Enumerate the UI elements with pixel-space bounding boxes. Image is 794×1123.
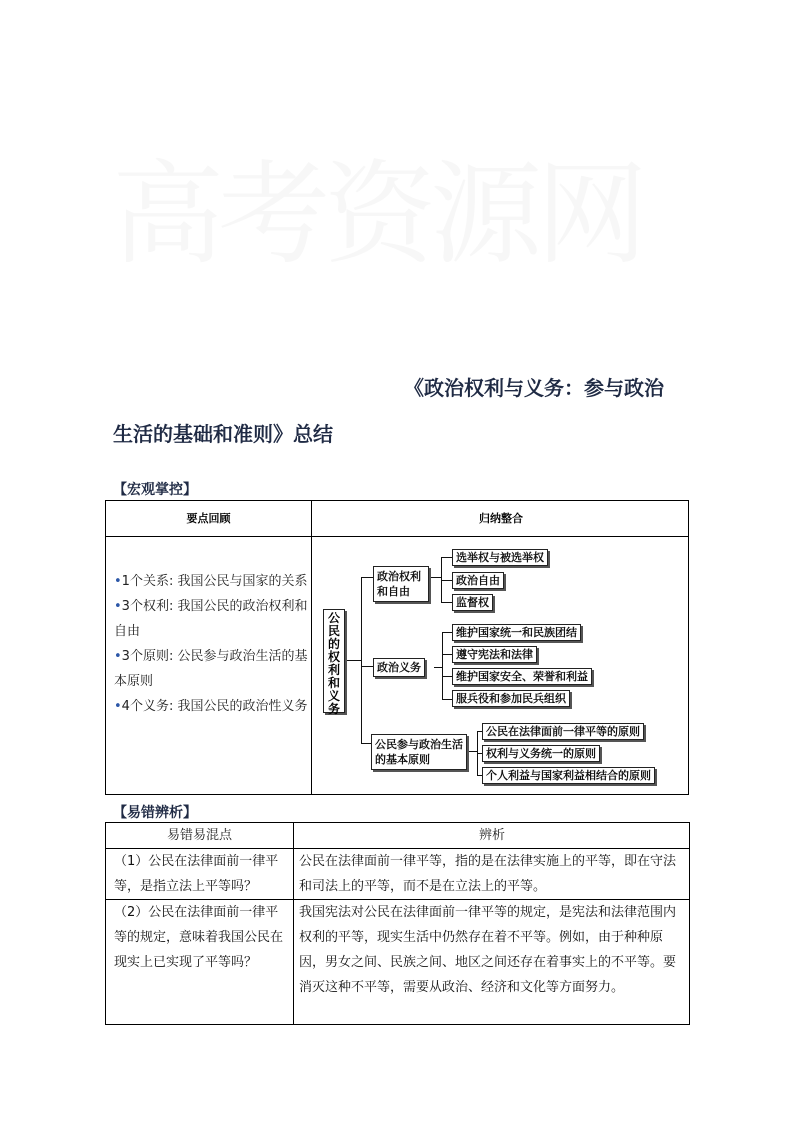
branch-political-duties: 政治义务 bbox=[373, 658, 425, 677]
connector-line bbox=[442, 699, 452, 700]
header-analysis: 辨析 bbox=[478, 828, 505, 843]
header-key-points: 要点回顾 bbox=[186, 512, 231, 525]
header-summary: 归纳整合 bbox=[479, 512, 523, 525]
leaf-node: 选举权与被选举权 bbox=[452, 549, 548, 566]
section-label-error-analysis: 【易错辨析】 bbox=[113, 805, 197, 821]
branch-political-rights: 政治权利和自由 bbox=[373, 566, 429, 602]
table-cell-question: （2）公民在法律面前一律平等的规定，意味着我国公民在现实上已实现了平等吗？ bbox=[114, 905, 284, 970]
list-item: •1个关系: 我国公民与国家的关系 bbox=[114, 574, 308, 589]
leaf-node: 个人利益与国家利益相结合的原则 bbox=[482, 767, 655, 784]
leaf-node: 维护国家安全、荣誉和利益 bbox=[452, 668, 592, 685]
table-cell-answer: 公民在法律面前一律平等，指的是在法律实施上的平等，即在守法和司法上的平等，而不是在立法上的平等。 bbox=[299, 854, 677, 894]
connector-line bbox=[469, 751, 477, 752]
overview-table bbox=[105, 500, 689, 795]
table-cell-answer: 我国宪法对公民在法律面前一律平等的规定，是宪法和法律范围内权利的平等，现实生活中仍然存在着不平等。例如，由于种种原因，男女之间、民族之间、地区之间还存在着事实上的不平等。要消灭这种不平等，需要从政治、经济和文化等方面努力。 bbox=[299, 905, 677, 995]
leaf-node: 服兵役和参加民兵组织 bbox=[452, 690, 570, 707]
connector-line bbox=[442, 632, 443, 699]
header-confusion-point: 易错易混点 bbox=[166, 828, 232, 843]
connector-line bbox=[441, 580, 452, 581]
list-item: •3个原则: 公民参与政治生活的基本原则 bbox=[114, 649, 308, 689]
connector-line bbox=[434, 667, 442, 668]
watermark: 高考资源网 bbox=[112, 150, 642, 280]
connector-line bbox=[431, 577, 441, 578]
connector-line bbox=[442, 676, 452, 677]
branch-basic-principles: 公民参与政治生活的基本原则 bbox=[371, 734, 467, 770]
connector-line bbox=[361, 577, 362, 743]
list-item: •4个义务: 我国公民的政治性义务 bbox=[114, 699, 308, 714]
bullet-icon: • bbox=[114, 599, 122, 614]
list-item: •3个权利: 我国公民的政治权利和自由 bbox=[114, 599, 308, 639]
connector-line bbox=[442, 654, 452, 655]
document-title-line-2: 生活的基础和准则》总结 bbox=[113, 422, 333, 446]
connector-line bbox=[442, 632, 452, 633]
table-divider bbox=[293, 823, 294, 1024]
leaf-node: 政治自由 bbox=[452, 572, 504, 589]
connector-line bbox=[361, 743, 371, 744]
error-analysis-table bbox=[105, 822, 690, 1025]
leaf-node: 维护国家统一和民族团结 bbox=[452, 624, 581, 641]
bullet-icon: • bbox=[114, 574, 122, 589]
section-label-overview: 【宏观掌控】 bbox=[113, 482, 197, 498]
connector-line bbox=[361, 666, 373, 667]
table-cell-question: （1）公民在法律面前一律平等，是指立法上平等吗？ bbox=[114, 854, 279, 894]
connector-line bbox=[361, 577, 373, 578]
mindmap-root: 公民的权利和义务 bbox=[323, 609, 345, 713]
connector-line bbox=[347, 660, 361, 661]
key-points-list bbox=[114, 569, 308, 719]
leaf-node: 权利与义务统一的原则 bbox=[482, 745, 600, 762]
document-title-line-1: 《政治权利与义务：参与政治 bbox=[404, 376, 664, 400]
bullet-icon: • bbox=[114, 699, 122, 714]
leaf-node: 监督权 bbox=[452, 594, 493, 611]
bullet-icon: • bbox=[114, 649, 122, 664]
mind-map bbox=[312, 537, 690, 795]
connector-line bbox=[441, 557, 452, 558]
leaf-node: 公民在法律面前一律平等的原则 bbox=[482, 723, 644, 740]
connector-line bbox=[441, 602, 452, 603]
leaf-node: 遵守宪法和法律 bbox=[452, 646, 537, 663]
